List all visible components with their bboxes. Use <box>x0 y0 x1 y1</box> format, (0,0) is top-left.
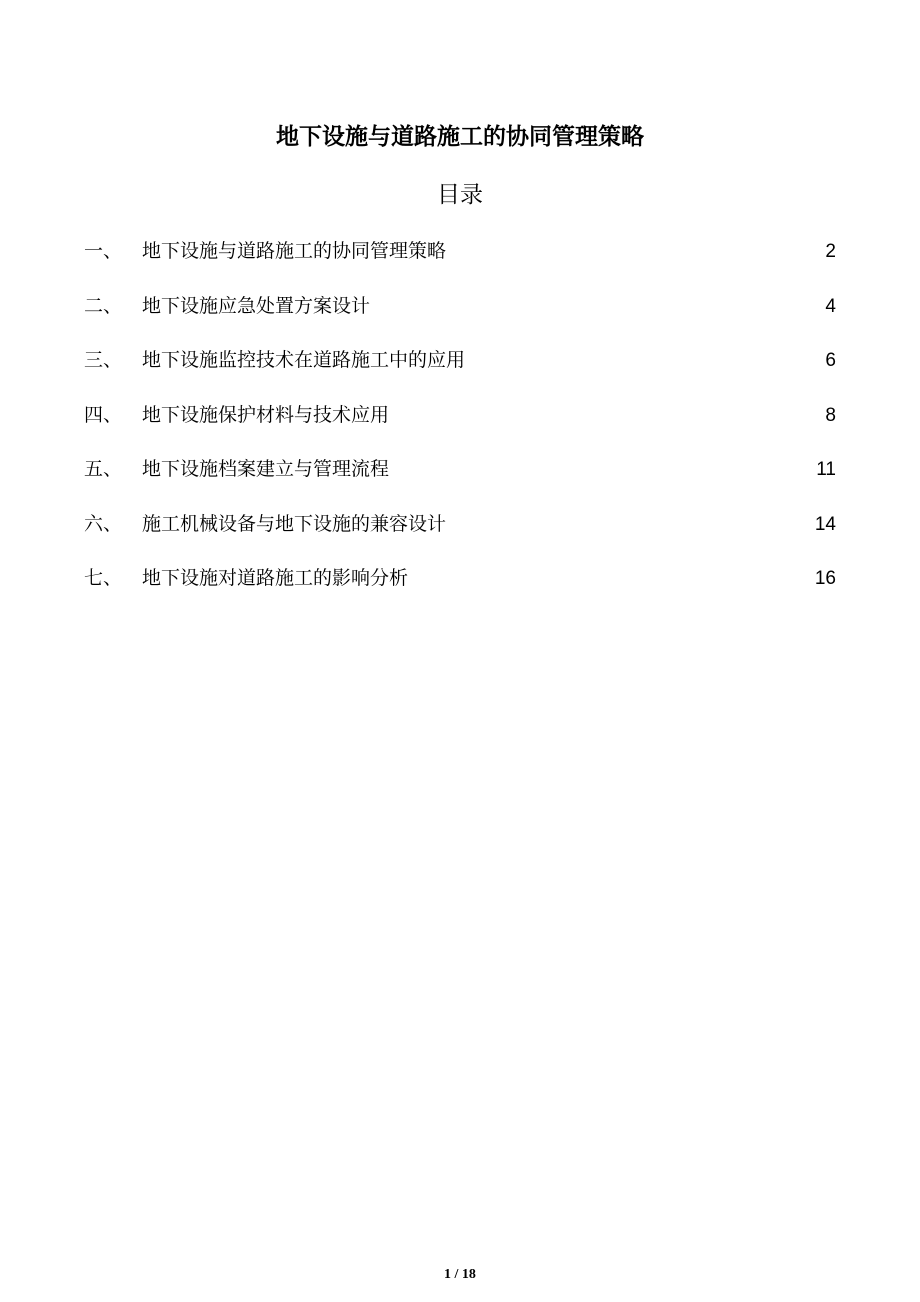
toc-entry-number: 六、 <box>84 512 123 535</box>
toc-entry-number: 三、 <box>84 349 123 371</box>
toc-entry-title: 施工机械设备与地下设施的兼容设计 <box>142 512 447 535</box>
toc-entry-number: 二、 <box>84 294 123 317</box>
toc-entry-6[interactable] <box>84 507 836 562</box>
table-of-contents <box>84 234 836 616</box>
toc-entry-number: 四、 <box>84 403 123 426</box>
toc-entry-5[interactable] <box>84 452 836 507</box>
toc-entry-number: 七、 <box>84 567 123 589</box>
toc-entry-page: 16 <box>814 568 836 589</box>
toc-dot-leader <box>391 404 823 424</box>
toc-entry-page: 2 <box>825 241 836 262</box>
toc-entry-title: 地下设施保护材料与技术应用 <box>142 403 390 426</box>
document-title: 地下设施与道路施工的协同管理策略 <box>276 124 644 150</box>
toc-entry-page: 14 <box>814 513 836 535</box>
toc-entry-title: 地下设施应急处置方案设计 <box>142 294 371 317</box>
toc-entry-3[interactable] <box>84 343 836 398</box>
toc-dot-leader <box>410 567 813 587</box>
toc-entry-number: 一、 <box>84 240 123 262</box>
toc-entry-page: 6 <box>825 350 836 371</box>
page-number-footer: 1 / 18 <box>444 1267 476 1282</box>
toc-entry-4[interactable] <box>84 398 836 453</box>
toc-entry-page: 11 <box>816 459 836 480</box>
toc-dot-leader <box>372 295 823 315</box>
toc-entry-page: 4 <box>825 295 836 317</box>
toc-dot-leader <box>391 458 814 478</box>
toc-entry-title: 地下设施监控技术在道路施工中的应用 <box>142 349 466 371</box>
toc-entry-2[interactable] <box>84 289 836 344</box>
toc-entry-title: 地下设施与道路施工的协同管理策略 <box>142 240 447 262</box>
toc-entry-title: 地下设施档案建立与管理流程 <box>142 458 390 480</box>
toc-entry-1[interactable] <box>84 234 836 289</box>
toc-dot-leader <box>448 240 823 260</box>
toc-entry-number: 五、 <box>84 458 123 480</box>
toc-heading: 目录 <box>437 182 483 208</box>
toc-entry-title: 地下设施对道路施工的影响分析 <box>142 567 409 589</box>
toc-entry-7[interactable] <box>84 561 836 616</box>
toc-dot-leader <box>467 349 823 369</box>
toc-dot-leader <box>448 513 813 533</box>
toc-entry-page: 8 <box>825 404 836 426</box>
